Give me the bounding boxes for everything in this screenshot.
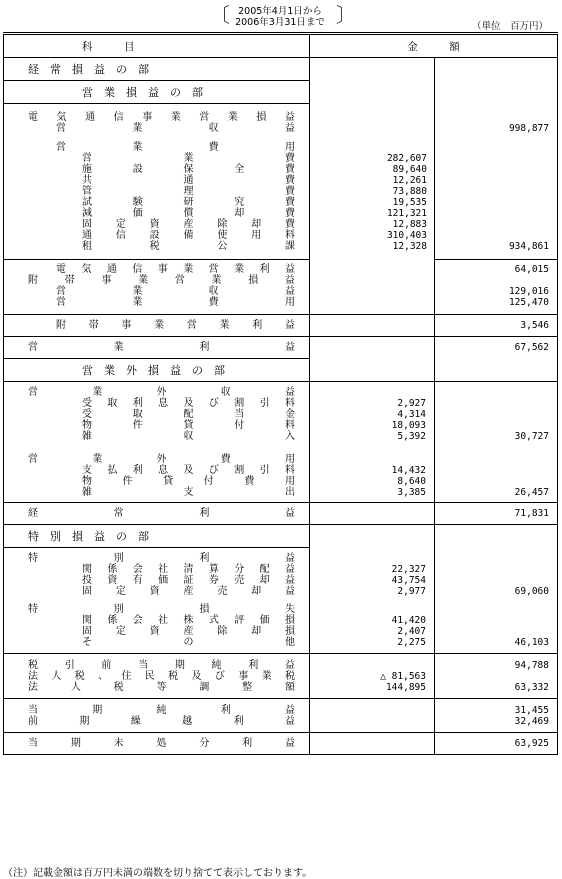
column-header-amount-label: 金 額 (407, 40, 460, 53)
section-ordinary-title: 経 常 損 益 の 部 (28, 63, 149, 76)
carried-value: 32,469 (514, 716, 549, 727)
list-item: 固 定 資 産 売 却 益 (82, 586, 295, 597)
incidental-expense-value: 125,470 (508, 297, 549, 308)
operating-profit-value: 67,562 (514, 342, 549, 353)
incidental-profit-row (4, 315, 310, 337)
table-cell: 43,754 (391, 574, 426, 586)
tax-subtotal: 63,332 (514, 682, 549, 693)
period-from: 2005年4月1日から (238, 6, 322, 17)
telecom-title: 電 気 通 信 事 業 営 業 損 益 (28, 112, 295, 123)
ordinary-profit-value-cell (435, 503, 558, 525)
ordinary-profit-label: 経 常 利 益 (28, 508, 295, 519)
operating-profit-value-cell (435, 337, 558, 382)
unappropriated-row (4, 733, 310, 755)
table-cell: 3,385 (397, 487, 426, 498)
table-cell: 2,977 (397, 585, 426, 597)
table-cell: 2,275 (397, 637, 426, 648)
net-income-value: 31,455 (514, 705, 549, 716)
amount-col-b (435, 81, 558, 104)
list-item: 租 税 公 課 (82, 241, 295, 252)
amount-col-a (310, 337, 435, 382)
nonop-income-values (310, 382, 435, 447)
list-item: 受 取 利 息 及 び 割 引 料 (82, 398, 295, 409)
incidental-expense-label: 営 業 費 用 (56, 296, 295, 308)
special-loss-total-cell (435, 601, 558, 654)
tax-current-value: △ 81,563 (380, 671, 426, 682)
list-item: 固 定 資 産 除 却 費 (82, 219, 295, 230)
tax-adjust-label: 法 人 税 等 調 整 額 (28, 682, 295, 693)
table-cell: 12,883 (392, 219, 427, 230)
list-item: 物 件 貸 付 費 用 (82, 476, 295, 487)
operating-profit-label: 営 業 利 益 (28, 342, 295, 353)
amount-col-b (435, 58, 558, 81)
telecom-expense-values (310, 153, 435, 252)
incidental-title: 附 帯 事 業 営 業 損 益 (28, 274, 295, 286)
column-header-item-label: 科 目 (82, 40, 135, 53)
list-item: 受 取 配 当 金 (82, 409, 295, 420)
ordinary-profit-value: 71,831 (514, 508, 549, 519)
subsection-nonoperating (4, 359, 310, 382)
unappropriated-value-cell (435, 733, 558, 755)
amount-col-b (435, 525, 558, 548)
list-item: 関 係 会 社 清 算 分 配 益 (82, 564, 295, 575)
table-cell: 282,607 (386, 153, 427, 164)
tax-current-label: 法 人 税 、 住 民 税 及 び 事 業 税 (28, 671, 295, 682)
income-statement-table (3, 32, 558, 755)
telecom-profit-label: 電 気 通 信 事 業 営 業 利 益 (56, 263, 295, 275)
tax-adjust-value: 144,895 (385, 682, 426, 693)
subsection-operating-title: 営 業 損 益 の 部 (82, 86, 203, 99)
telecom-profit-values (435, 260, 558, 315)
incidental-profit-label: 附 帯 事 業 営 業 利 益 (56, 320, 295, 331)
amount-col-a (310, 503, 435, 525)
section-special-title: 特 別 損 益 の 部 (28, 530, 149, 543)
table-cell: 12,261 (392, 175, 427, 186)
table-cell: 2,927 (397, 398, 426, 409)
incidental-profit-value-cell (435, 315, 558, 337)
operating-profit-row (4, 337, 310, 359)
nonop-expense-total: 26,457 (514, 487, 549, 498)
amount-col-a (310, 260, 435, 315)
telecom-expense-total: 934,861 (508, 240, 549, 252)
nonop-expense-block (4, 446, 310, 503)
list-item: 営 業 費 (82, 153, 295, 164)
pretax-label: 税 引 前 当 期 純 利 益 (28, 660, 295, 671)
telecom-revenue-value: 998,877 (508, 122, 549, 134)
list-item: 投 資 有 価 証 券 売 却 益 (82, 575, 295, 586)
table-cell: 41,420 (391, 615, 426, 626)
unappropriated-value: 63,925 (514, 738, 549, 749)
list-item: 通 信 設 備 使 用 料 (82, 230, 295, 241)
nonop-expense-total-cell (435, 446, 558, 503)
table-cell: 12,328 (392, 241, 427, 252)
nonop-income-title: 営 業 外 収 益 (28, 387, 295, 398)
incidental-revenue-value: 129,016 (508, 286, 549, 297)
pretax-value: 94,788 (514, 660, 549, 671)
telecom-block (4, 104, 310, 260)
list-item: 施 設 保 全 費 (82, 164, 295, 175)
tax-totals (435, 654, 558, 699)
column-header-amount (310, 34, 558, 58)
nonop-income-total: 30,727 (514, 431, 549, 442)
amount-col-a (310, 525, 435, 548)
special-income-block (4, 548, 310, 602)
special-income-total: 69,060 (514, 585, 549, 597)
special-loss-title: 特 別 損 失 (28, 604, 295, 615)
table-cell: 89,640 (392, 164, 427, 175)
table-cell: 73,880 (392, 186, 427, 197)
list-item: 減 価 償 却 費 (82, 208, 295, 219)
amount-col-a (310, 733, 435, 755)
unit-label: （単位 百万円） (471, 21, 548, 32)
section-special (4, 525, 310, 548)
amount-col-a (310, 699, 435, 733)
subsection-operating (4, 81, 310, 104)
bracket-left: 〔 (210, 3, 230, 27)
tax-values (310, 654, 435, 699)
list-item: 物 件 貸 付 料 (82, 420, 295, 431)
list-item: 支 払 利 息 及 び 割 引 料 (82, 465, 295, 476)
table-cell: 4,314 (397, 409, 426, 420)
ordinary-profit-row (4, 503, 310, 525)
table-cell: 18,093 (391, 420, 426, 431)
list-item: 雑 収 入 (82, 431, 295, 442)
period-header (210, 3, 350, 28)
amount-col-a (310, 315, 435, 337)
telecom-block-totals (435, 104, 558, 260)
telecom-expense-list (4, 153, 309, 252)
list-item: そ の 他 (82, 637, 295, 648)
table-cell: 22,327 (391, 563, 426, 575)
special-loss-values (310, 601, 435, 654)
table-cell: 121,321 (386, 208, 427, 219)
table-cell: 19,535 (392, 197, 427, 208)
incidental-revenue-label: 営 業 収 益 (56, 285, 295, 297)
list-item: 関 係 会 社 株 式 評 価 損 (82, 615, 295, 626)
net-income-label: 当 期 純 利 益 (28, 705, 295, 716)
nonop-income-block (4, 382, 310, 447)
list-item: 試 験 研 究 費 (82, 197, 295, 208)
unappropriated-label: 当 期 未 処 分 利 益 (28, 738, 295, 749)
table-cell: 2,407 (397, 626, 426, 637)
list-item: 管 理 費 (82, 186, 295, 197)
net-income-values (435, 699, 558, 733)
special-income-total-cell (435, 548, 558, 602)
telecom-revenue-label: 営 業 収 益 (56, 123, 295, 134)
period-to: 2006年3月31日まで (235, 17, 325, 28)
table-cell: 14,432 (391, 465, 426, 476)
telecom-expense-title: 営 業 費 用 (56, 142, 295, 153)
list-item: 共 通 費 (82, 175, 295, 186)
nonop-expense-values (310, 446, 435, 503)
subsection-nonoperating-title: 営 業 外 損 益 の 部 (82, 364, 225, 377)
column-header-item (4, 34, 310, 58)
telecom-profit-value: 64,015 (514, 264, 549, 275)
nonop-income-total-cell (435, 382, 558, 447)
telecom-profit-block (4, 260, 310, 315)
special-loss-total: 46,103 (514, 637, 549, 648)
table-cell: 8,640 (397, 476, 426, 487)
net-income-block (4, 699, 310, 733)
list-item: 固 定 資 産 除 却 損 (82, 626, 295, 637)
bracket-right: 〕 (336, 3, 356, 27)
incidental-profit-value: 3,546 (520, 320, 549, 331)
nonop-expense-title: 営 業 外 費 用 (28, 454, 295, 465)
tax-block (4, 654, 310, 699)
footnote: （注）記載金額は百万円未満の端数を切り捨てて表示しております。 (3, 868, 313, 879)
special-income-values (310, 548, 435, 602)
table-cell: 5,392 (397, 431, 426, 442)
special-income-title: 特 別 利 益 (28, 553, 295, 564)
special-loss-block (4, 601, 310, 654)
list-item: 雑 支 出 (82, 487, 295, 498)
section-ordinary (4, 58, 310, 81)
carried-label: 前 期 繰 越 利 益 (28, 716, 295, 727)
table-cell: 310,403 (386, 230, 427, 241)
